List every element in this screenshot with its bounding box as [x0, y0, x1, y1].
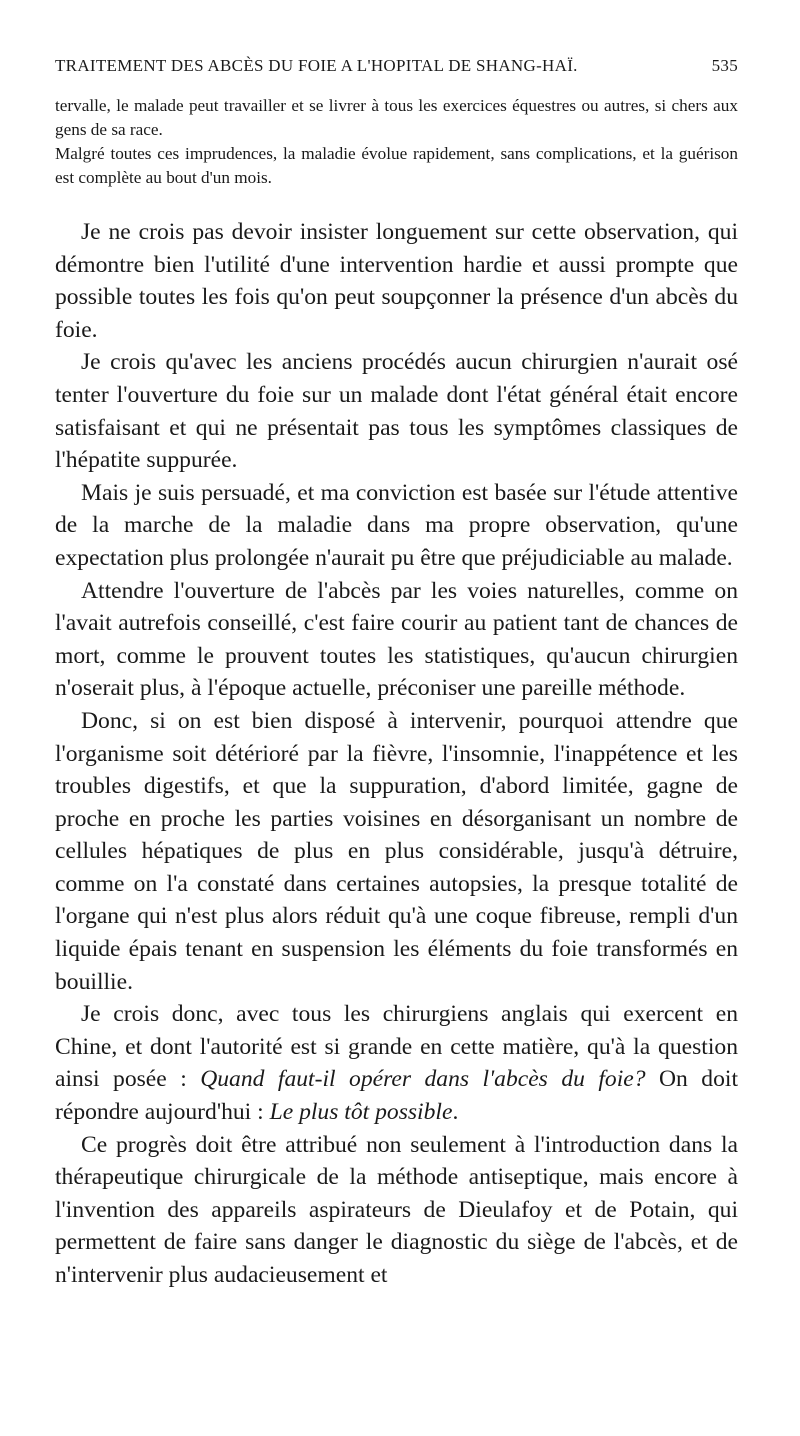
- body-text: [55, 216, 738, 1292]
- question-lead-text: Je crois donc, avec tous les chirurgiens anglais qui exercent en Chine, et dont l'autorité est si grande en cette matière, qu'à la question ainsi posée :: [55, 1001, 738, 1093]
- small-paragraph: tervalle, le malade peut travailler et se livrer à tous les exercices équestres ou autres, si chers aux gens de sa race.: [55, 96, 738, 139]
- page-number: 535: [711, 56, 738, 75]
- running-header: [55, 56, 738, 86]
- body-paragraph-question: [55, 998, 738, 1128]
- running-title: TRAITEMENT DES ABCÈS DU FOIE A L'HOPITAL DE SHANG-HAÏ.: [55, 56, 578, 75]
- small-paragraph: Malgré toutes ces imprudences, la maladie évolue rapidement, sans complications, et la guérison est complète au bout d'un mois.: [55, 144, 738, 187]
- body-paragraph: Attendre l'ouverture de l'abcès par les voies naturelles, comme on l'avait autrefois conseillé, c'est faire courir au patient tant de chances de mort, comme le prouvent toutes les statistiques, qu'aucun chirurgien n'oserait plus, à l'époque actuelle, préconiser une pareille méthode.: [55, 577, 738, 702]
- body-paragraph: Donc, si on est bien disposé à intervenir, pourquoi attendre que l'organisme soit détérioré par la fièvre, l'insomnie, l'inappétence et les troubles digestifs, et que la suppuration, d'abord limitée, gagne de proche en proche les parties voisines en désorganisant un nombre de cellules hépatiques de plus en plus considérable, jusqu'à détruire, comme on l'a constaté dans certaines autopsies, la presque totalité de l'organe qui n'est plus alors réduit qu'à une coque fibreuse, rempli d'un liquide épais tenant en suspension les éléments du foie transformés en bouillie.: [55, 707, 738, 995]
- book-page: [55, 56, 738, 1292]
- body-paragraph: Ce progrès doit être attribué non seulement à l'introduction dans la thérapeutique chirurgicale de la méthode antiseptique, mais encore à l'invention des appareils aspirateurs de Dieulafoy et de Potain, qui permettent de faire sans danger le diagnostic du siège de l'abcès, et de n'intervenir plus audacieusement et: [55, 1131, 738, 1288]
- observation-text: [55, 94, 738, 190]
- answer-italic: Le plus tôt possible: [269, 1099, 453, 1126]
- body-paragraph: Je ne crois pas devoir insister longuement sur cette observation, qui démontre bien l'utilité d'une intervention hardie et aussi prompte que possible toutes les fois qu'on peut soupçonner la présence d'un abcès du foie.: [55, 219, 738, 343]
- body-paragraph: Je crois qu'avec les anciens procédés aucun chirurgien n'aurait osé tenter l'ouverture du foie sur un malade dont l'état général était encore satisfaisant et qui ne présentait pas tous les symptômes classiques de l'hépatite suppurée.: [55, 349, 738, 474]
- question-italic: Quand faut-il opérer dans l'abcès du foie?: [200, 1066, 646, 1093]
- question-end-text: .: [452, 1099, 459, 1126]
- question-middle-text: On doit répondre aujourd'hui :: [55, 1066, 738, 1126]
- body-paragraph: Mais je suis persuadé, et ma conviction est basée sur l'étude attentive de la marche de la maladie dans ma propre observation, qu'une expectation plus prolongée n'aurait pu être que préjudiciable au malade.: [55, 479, 738, 571]
